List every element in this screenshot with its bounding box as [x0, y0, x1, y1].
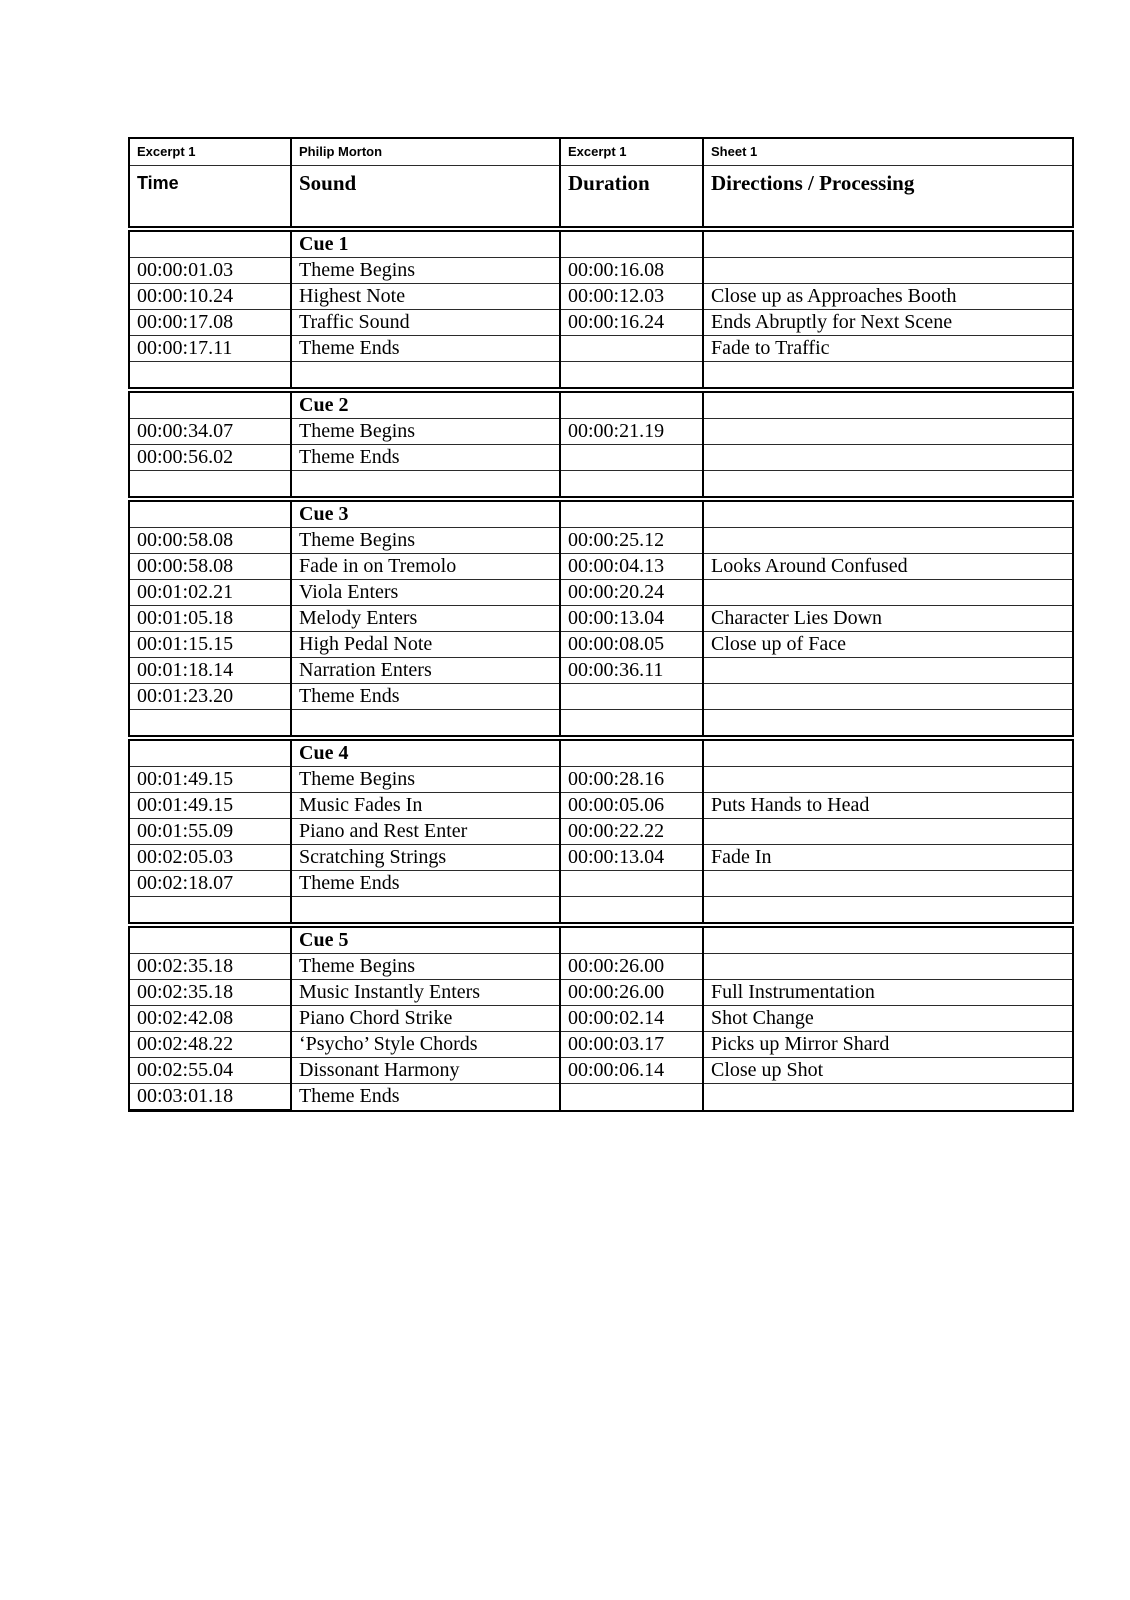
sound-cell: High Pedal Note [291, 632, 560, 658]
cue-data-row [129, 310, 1073, 336]
cue-section-table [128, 926, 1074, 1112]
time-cell: 00:01:15.15 [129, 632, 291, 658]
directions-cell: Close up Shot [703, 1058, 1073, 1084]
meta-author-label: Philip Morton [291, 138, 560, 166]
sound-cell: Music Fades In [291, 793, 560, 819]
duration-cell: 00:00:04.13 [560, 554, 703, 580]
empty-cell [560, 362, 703, 389]
directions-cell: Full Instrumentation [703, 980, 1073, 1006]
time-cell: 00:00:10.24 [129, 284, 291, 310]
cue-sections [128, 230, 1072, 1112]
empty-spacer-row [129, 710, 1073, 737]
empty-cell [129, 231, 291, 258]
directions-cell [703, 258, 1073, 284]
duration-cell: 00:00:02.14 [560, 1006, 703, 1032]
duration-cell: 00:00:06.14 [560, 1058, 703, 1084]
duration-cell: 00:00:12.03 [560, 284, 703, 310]
cue-data-row [129, 767, 1073, 793]
duration-cell: 00:00:26.00 [560, 954, 703, 980]
empty-cell [129, 362, 291, 389]
cue-data-row [129, 793, 1073, 819]
empty-cell [291, 710, 560, 737]
time-cell: 00:01:23.20 [129, 684, 291, 710]
directions-cell [703, 1084, 1073, 1111]
sound-cell: Theme Begins [291, 767, 560, 793]
sound-cell: Viola Enters [291, 580, 560, 606]
duration-cell [560, 684, 703, 710]
directions-cell [703, 658, 1073, 684]
empty-cell [129, 740, 291, 767]
directions-cell: Fade to Traffic [703, 336, 1073, 362]
duration-cell [560, 871, 703, 897]
directions-cell: Looks Around Confused [703, 554, 1073, 580]
cue-data-row [129, 819, 1073, 845]
sound-cell: Theme Ends [291, 336, 560, 362]
time-cell: 00:01:18.14 [129, 658, 291, 684]
empty-cell [703, 231, 1073, 258]
sound-cell: Theme Ends [291, 871, 560, 897]
cue-data-row [129, 845, 1073, 871]
sound-cell: Theme Begins [291, 258, 560, 284]
meta-row [129, 138, 1073, 166]
time-cell: 00:01:02.21 [129, 580, 291, 606]
duration-cell: 00:00:20.24 [560, 580, 703, 606]
duration-cell: 00:00:03.17 [560, 1032, 703, 1058]
duration-cell: 00:00:26.00 [560, 980, 703, 1006]
empty-cell [703, 927, 1073, 954]
empty-cell [703, 392, 1073, 419]
empty-cell [703, 710, 1073, 737]
cue-data-row [129, 284, 1073, 310]
sound-cell: Traffic Sound [291, 310, 560, 336]
time-cell: 00:02:35.18 [129, 954, 291, 980]
sound-cell: Melody Enters [291, 606, 560, 632]
duration-cell [560, 336, 703, 362]
duration-cell: 00:00:16.24 [560, 310, 703, 336]
time-cell: 00:02:42.08 [129, 1006, 291, 1032]
directions-cell: Fade In [703, 845, 1073, 871]
empty-cell [129, 710, 291, 737]
empty-cell [703, 897, 1073, 924]
meta-excerpt2-label: Excerpt 1 [560, 138, 703, 166]
cue-label-cell: Cue 1 [291, 231, 560, 258]
directions-cell [703, 954, 1073, 980]
duration-cell: 00:00:21.19 [560, 419, 703, 445]
empty-cell [560, 231, 703, 258]
time-cell: 00:00:58.08 [129, 528, 291, 554]
directions-cell [703, 684, 1073, 710]
cue-data-row [129, 445, 1073, 471]
sound-cell: Dissonant Harmony [291, 1058, 560, 1084]
column-header-row [129, 166, 1073, 228]
sound-cell: Highest Note [291, 284, 560, 310]
cue-title-row [129, 927, 1073, 954]
cue-label-cell: Cue 3 [291, 501, 560, 528]
time-cell: 00:01:49.15 [129, 793, 291, 819]
cue-data-row [129, 419, 1073, 445]
empty-cell [291, 897, 560, 924]
cue-data-row [129, 258, 1073, 284]
empty-cell [291, 362, 560, 389]
time-cell: 00:00:17.11 [129, 336, 291, 362]
cue-data-row [129, 1084, 1073, 1111]
sound-cell: Music Instantly Enters [291, 980, 560, 1006]
cue-label-cell: Cue 2 [291, 392, 560, 419]
cue-data-row [129, 658, 1073, 684]
duration-cell: 00:00:16.08 [560, 258, 703, 284]
empty-cell [560, 740, 703, 767]
cue-section-table [128, 230, 1074, 389]
time-cell: 00:03:01.18 [129, 1084, 291, 1111]
empty-cell [560, 927, 703, 954]
column-header-directions: Directions / Processing [703, 166, 1073, 228]
time-cell: 00:01:55.09 [129, 819, 291, 845]
duration-cell: 00:00:13.04 [560, 845, 703, 871]
cue-data-row [129, 580, 1073, 606]
sound-cell: Theme Begins [291, 954, 560, 980]
empty-cell [129, 897, 291, 924]
time-cell: 00:01:49.15 [129, 767, 291, 793]
directions-cell [703, 871, 1073, 897]
empty-spacer-row [129, 471, 1073, 498]
cue-data-row [129, 632, 1073, 658]
time-cell: 00:01:05.18 [129, 606, 291, 632]
cue-label-cell: Cue 5 [291, 927, 560, 954]
empty-cell [129, 501, 291, 528]
cue-section-table [128, 391, 1074, 498]
time-cell: 00:00:34.07 [129, 419, 291, 445]
cue-data-row [129, 554, 1073, 580]
column-header-duration: Duration [560, 166, 703, 228]
cue-data-row [129, 1058, 1073, 1084]
sound-cell: ‘Psycho’ Style Chords [291, 1032, 560, 1058]
duration-cell: 00:00:08.05 [560, 632, 703, 658]
empty-cell [560, 710, 703, 737]
directions-cell: Puts Hands to Head [703, 793, 1073, 819]
time-cell: 00:00:01.03 [129, 258, 291, 284]
empty-cell [560, 501, 703, 528]
empty-spacer-row [129, 897, 1073, 924]
time-cell: 00:02:55.04 [129, 1058, 291, 1084]
time-cell: 00:02:05.03 [129, 845, 291, 871]
directions-cell: Close up of Face [703, 632, 1073, 658]
cue-data-row [129, 528, 1073, 554]
cue-data-row [129, 980, 1073, 1006]
column-header-sound: Sound [291, 166, 560, 228]
sound-cell: Theme Ends [291, 684, 560, 710]
cue-data-row [129, 336, 1073, 362]
time-cell: 00:00:17.08 [129, 310, 291, 336]
cue-title-row [129, 231, 1073, 258]
meta-sheet-label: Sheet 1 [703, 138, 1073, 166]
sound-cell: Piano Chord Strike [291, 1006, 560, 1032]
cue-data-row [129, 871, 1073, 897]
duration-cell [560, 445, 703, 471]
directions-cell [703, 528, 1073, 554]
directions-cell [703, 419, 1073, 445]
empty-cell [129, 471, 291, 498]
empty-cell [129, 392, 291, 419]
directions-cell [703, 819, 1073, 845]
time-cell: 00:02:35.18 [129, 980, 291, 1006]
cue-title-row [129, 392, 1073, 419]
sound-cell: Theme Begins [291, 528, 560, 554]
cue-label-cell: Cue 4 [291, 740, 560, 767]
duration-cell: 00:00:25.12 [560, 528, 703, 554]
cue-data-row [129, 954, 1073, 980]
cue-data-row [129, 1032, 1073, 1058]
directions-cell: Picks up Mirror Shard [703, 1032, 1073, 1058]
directions-cell [703, 580, 1073, 606]
directions-cell: Character Lies Down [703, 606, 1073, 632]
empty-cell [560, 471, 703, 498]
empty-cell [560, 392, 703, 419]
sound-cell: Theme Ends [291, 445, 560, 471]
sound-cell: Fade in on Tremolo [291, 554, 560, 580]
directions-cell: Ends Abruptly for Next Scene [703, 310, 1073, 336]
empty-cell [129, 927, 291, 954]
cue-data-row [129, 1006, 1073, 1032]
sound-cell: Narration Enters [291, 658, 560, 684]
meta-excerpt-label: Excerpt 1 [129, 138, 291, 166]
time-cell: 00:02:18.07 [129, 871, 291, 897]
directions-cell: Close up as Approaches Booth [703, 284, 1073, 310]
directions-cell: Shot Change [703, 1006, 1073, 1032]
cue-title-row [129, 501, 1073, 528]
duration-cell: 00:00:05.06 [560, 793, 703, 819]
sound-cell: Theme Ends [291, 1084, 560, 1111]
empty-cell [703, 501, 1073, 528]
cue-section-table [128, 739, 1074, 924]
sound-cell: Theme Begins [291, 419, 560, 445]
sound-cell: Piano and Rest Enter [291, 819, 560, 845]
cue-data-row [129, 606, 1073, 632]
cue-data-row [129, 684, 1073, 710]
duration-cell: 00:00:22.22 [560, 819, 703, 845]
duration-cell: 00:00:28.16 [560, 767, 703, 793]
header-table [128, 137, 1074, 228]
duration-cell: 00:00:36.11 [560, 658, 703, 684]
duration-cell [560, 1084, 703, 1111]
directions-cell [703, 445, 1073, 471]
empty-cell [703, 362, 1073, 389]
time-cell: 00:02:48.22 [129, 1032, 291, 1058]
empty-cell [703, 740, 1073, 767]
directions-cell [703, 767, 1073, 793]
empty-cell [560, 897, 703, 924]
column-header-time: Time [129, 166, 291, 228]
duration-cell: 00:00:13.04 [560, 606, 703, 632]
cue-section-table [128, 500, 1074, 737]
empty-spacer-row [129, 362, 1073, 389]
cue-title-row [129, 740, 1073, 767]
time-cell: 00:00:56.02 [129, 445, 291, 471]
sound-cell: Scratching Strings [291, 845, 560, 871]
empty-cell [703, 471, 1073, 498]
cue-sheet [128, 137, 1072, 1112]
empty-cell [291, 471, 560, 498]
time-cell: 00:00:58.08 [129, 554, 291, 580]
